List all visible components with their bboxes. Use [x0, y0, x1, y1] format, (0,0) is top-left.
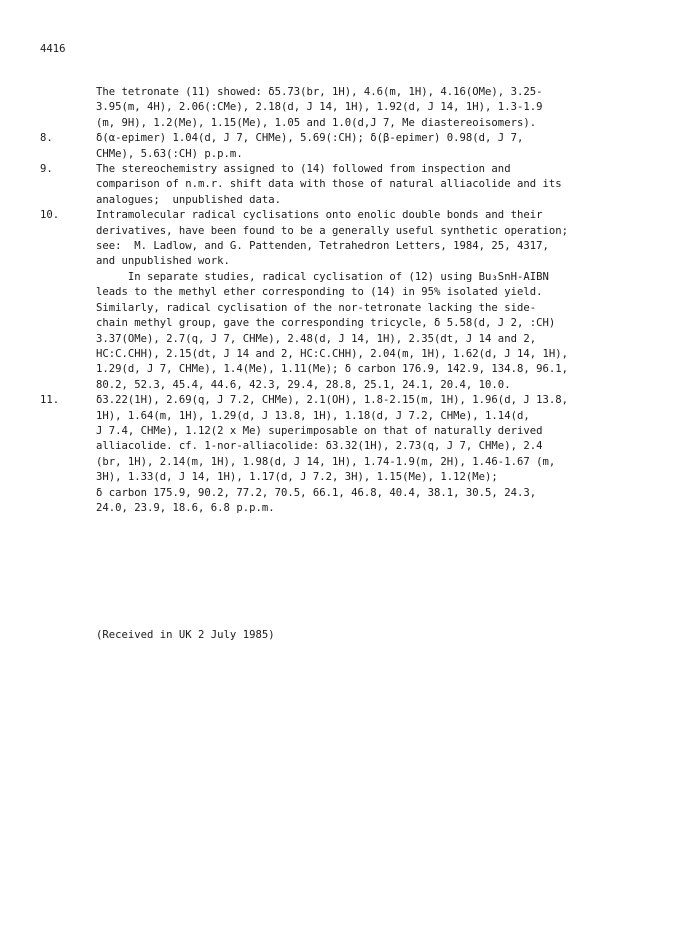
note-9: [40, 162, 650, 208]
received-date: (Received in UK 2 July 1985): [96, 629, 275, 641]
note-number: 8.: [40, 132, 53, 145]
text-line: CHMe), 5.63(:CH) p.p.m.: [96, 147, 243, 160]
text-line: leads to the methyl ether corresponding to (14) in 95% isolated yield.: [96, 286, 543, 299]
text-line: The tetronate (11) showed: δ5.73(br, 1H), 4.6(m, 1H), 4.16(OMe), 3.25-: [96, 86, 543, 98]
text-line: 1H), 1.64(m, 1H), 1.29(d, J 13.8, 1H), 1.18(d, J 7.2, CHMe), 1.14(d,: [96, 409, 530, 422]
text-line: analogues; unpublished data.: [96, 193, 281, 206]
text-line: and unpublished work.: [96, 255, 230, 268]
text-line: 3.95(m, 4H), 2.06(:CMe), 2.18(d, J 14, 1H), 1.92(d, J 14, 1H), 1.3-1.9: [96, 101, 543, 114]
text-line: Similarly, radical cyclisation of the nor-tetronate lacking the side-: [96, 301, 537, 314]
note-number: 9.: [40, 163, 53, 176]
note-number: 11.: [40, 394, 60, 407]
text-line: derivatives, have been found to be a generally useful synthetic operation;: [96, 224, 568, 237]
note-10: [40, 208, 650, 393]
text-line: comparison of n.m.r. shift data with those of natural alliacolide and its: [96, 178, 562, 191]
text-line: δ carbon 175.9, 90.2, 77.2, 70.5, 66.1, 46.8, 40.4, 38.1, 30.5, 24.3,: [96, 486, 537, 499]
text-line: The stereochemistry assigned to (14) followed from inspection and: [96, 163, 511, 176]
text-line: HC:C.CHH), 2.15(dt, J 14 and 2, HC:C.CHH), 2.04(m, 1H), 1.62(d, J 14, 1H),: [96, 347, 568, 360]
notes-section: [40, 85, 650, 516]
note-7-continuation: [40, 85, 650, 131]
text-line: 3H), 1.33(d, J 14, 1H), 1.17(d, J 7.2, 3H), 1.15(Me), 1.12(Me);: [96, 471, 498, 484]
text-line: (br, 1H), 2.14(m, 1H), 1.98(d, J 14, 1H), 1.74-1.9(m, 2H), 1.46-1.67 (m,: [96, 455, 556, 468]
note-8: [40, 131, 650, 162]
text-line: (m, 9H), 1.2(Me), 1.15(Me), 1.05 and 1.0(d,J 7, Me diastereoisomers).: [96, 116, 537, 129]
text-line: see: M. Ladlow, and G. Pattenden, Tetrahedron Letters, 1984, 25, 4317,: [96, 240, 549, 253]
text-line: 3.37(OMe), 2.7(q, J 7, CHMe), 2.48(d, J 14, 1H), 2.35(dt, J 14 and 2,: [96, 332, 537, 345]
text-line: alliacolide. cf. 1-nor-alliacolide: δ3.32(1H), 2.73(q, J 7, CHMe), 2.4: [96, 440, 543, 453]
text-line: chain methyl group, gave the corresponding tricycle, δ 5.58(d, J 2, :CH): [96, 317, 556, 330]
text-line: δ(α-epimer) 1.04(d, J 7, CHMe), 5.69(:CH); δ(β-epimer) 0.98(d, J 7,: [96, 132, 524, 145]
text-line: 80.2, 52.3, 45.4, 44.6, 42.3, 29.4, 28.8, 25.1, 24.1, 20.4, 10.0.: [96, 378, 511, 391]
note-number: 10.: [40, 209, 60, 222]
page-number: 4416: [40, 43, 66, 55]
note-11: [40, 393, 650, 516]
text-line: δ3.22(1H), 2.69(q, J 7.2, CHMe), 2.1(OH), 1.8-2.15(m, 1H), 1.96(d, J 13.8,: [96, 394, 568, 407]
text-line: Intramolecular radical cyclisations onto enolic double bonds and their: [96, 209, 543, 222]
text-line: 1.29(d, J 7, CHMe), 1.4(Me), 1.11(Me); δ carbon 176.9, 142.9, 134.8, 96.1,: [96, 363, 568, 376]
text-line: In separate studies, radical cyclisation of (12) using Bu₃SnH-AIBN: [96, 270, 549, 283]
text-line: J 7.4, CHMe), 1.12(2 x Me) superimposable on that of naturally derived: [96, 424, 543, 437]
text-line: 24.0, 23.9, 18.6, 6.8 p.p.m.: [96, 501, 275, 514]
